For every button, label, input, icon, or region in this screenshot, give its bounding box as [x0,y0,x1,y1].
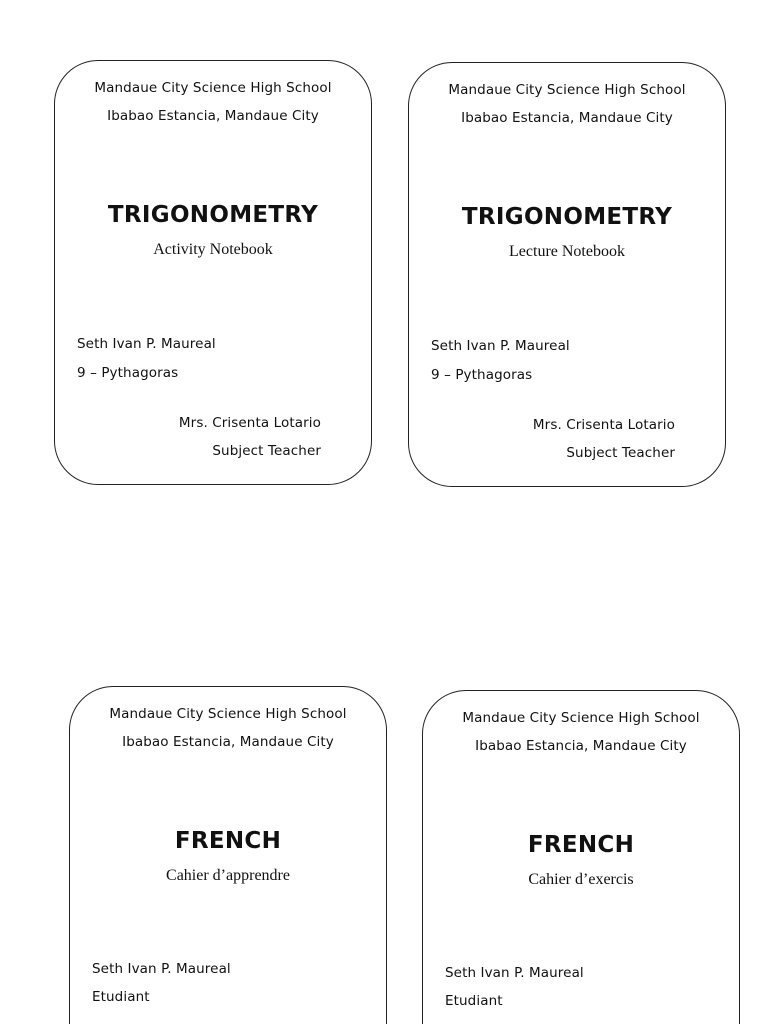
school-name: Mandaue City Science High School [94,80,332,96]
notebook-type: Cahier d’exercis [528,871,634,888]
student-section: 9 – Pythagoras [431,367,533,383]
student-name: Seth Ivan P. Maureal [431,338,570,354]
school-address: Ibabao Estancia, Mandaue City [461,110,673,126]
student-role: Etudiant [92,989,150,1005]
notebook-label-card [408,62,726,487]
notebook-type: Activity Notebook [153,241,273,258]
notebook-type: Lecture Notebook [509,243,625,260]
teacher-role: Subject Teacher [566,445,675,461]
student-name: Seth Ivan P. Maureal [445,965,584,981]
notebook-label-card [69,686,387,1024]
teacher-name: Mrs. Crisenta Lotario [532,417,675,433]
school-address: Ibabao Estancia, Mandaue City [475,738,687,754]
subject-title: FRENCH [527,832,635,858]
school-address: Ibabao Estancia, Mandaue City [107,108,319,124]
school-name: Mandaue City Science High School [448,82,686,98]
subject-title: TRIGONOMETRY [107,202,319,228]
student-name: Seth Ivan P. Maureal [92,961,231,977]
student-section: 9 – Pythagoras [77,365,179,381]
school-name: Mandaue City Science High School [109,706,347,722]
school-address: Ibabao Estancia, Mandaue City [122,734,334,750]
notebook-type: Cahier d’apprendre [166,867,290,884]
notebook-label-card [422,690,740,1024]
school-name: Mandaue City Science High School [462,710,700,726]
teacher-name: Mrs. Crisenta Lotario [178,415,321,431]
subject-title: FRENCH [174,828,282,854]
subject-title: TRIGONOMETRY [461,204,673,230]
student-role: Etudiant [445,993,503,1009]
student-name: Seth Ivan P. Maureal [77,336,216,352]
teacher-role: Subject Teacher [212,443,321,459]
notebook-label-card [54,60,372,485]
